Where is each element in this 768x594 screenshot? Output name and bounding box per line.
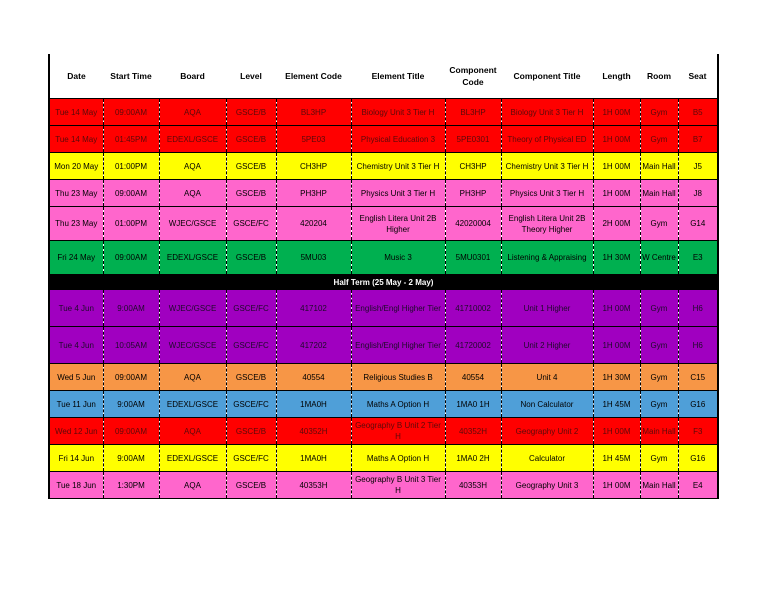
- cell-board: AQA: [159, 364, 226, 391]
- table-row: [49, 207, 718, 241]
- cell-element-code: 5PE03: [276, 126, 351, 153]
- table-row: [49, 153, 718, 180]
- cell-seat: H6: [678, 290, 718, 327]
- cell-date: Wed 5 Jun: [49, 364, 103, 391]
- cell-element-title: English/Engl Higher Tier: [351, 327, 445, 364]
- cell-room: Gym: [640, 391, 678, 418]
- cell-date: Mon 20 May: [49, 153, 103, 180]
- cell-room: Main Hall: [640, 418, 678, 445]
- cell-room: W Centre: [640, 241, 678, 275]
- table-row: [49, 99, 718, 126]
- cell-level: GSCE/FC: [226, 327, 276, 364]
- cell-date: Fri 24 May: [49, 241, 103, 275]
- cell-element-code: 1MA0H: [276, 445, 351, 472]
- cell-board: EDEXL/GSCE: [159, 391, 226, 418]
- table-row: [49, 472, 718, 499]
- cell-date: Tue 11 Jun: [49, 391, 103, 418]
- cell-length: 2H 00M: [593, 207, 640, 241]
- cell-board: AQA: [159, 472, 226, 499]
- cell-start-time: 01:00PM: [103, 153, 159, 180]
- header-length: Length: [593, 54, 640, 99]
- cell-component-code: CH3HP: [445, 153, 501, 180]
- cell-room: Gym: [640, 327, 678, 364]
- cell-component-code: 40353H: [445, 472, 501, 499]
- cell-level: GSCE/B: [226, 241, 276, 275]
- cell-length: 1H 45M: [593, 445, 640, 472]
- header-component-code: Component Code: [445, 54, 501, 99]
- cell-room: Main Hall: [640, 472, 678, 499]
- cell-board: WJEC/GSCE: [159, 327, 226, 364]
- cell-element-title: English/Engl Higher Tier: [351, 290, 445, 327]
- cell-start-time: 9:00AM: [103, 391, 159, 418]
- cell-component-code: 1MA0 2H: [445, 445, 501, 472]
- cell-level: GSCE/FC: [226, 207, 276, 241]
- cell-component-code: 40352H: [445, 418, 501, 445]
- cell-seat: B5: [678, 99, 718, 126]
- cell-board: AQA: [159, 418, 226, 445]
- cell-board: WJEC/GSCE: [159, 207, 226, 241]
- cell-component-code: 41710002: [445, 290, 501, 327]
- header-element-title: Element Title: [351, 54, 445, 99]
- cell-start-time: 09:00AM: [103, 180, 159, 207]
- half-term-row: [49, 275, 718, 290]
- cell-level: GSCE/B: [226, 180, 276, 207]
- cell-component-title: Non Calculator: [501, 391, 593, 418]
- cell-component-title: Calculator: [501, 445, 593, 472]
- cell-date: Tue 14 May: [49, 99, 103, 126]
- cell-board: WJEC/GSCE: [159, 290, 226, 327]
- cell-length: 1H 00M: [593, 472, 640, 499]
- cell-component-title: Unit 1 Higher: [501, 290, 593, 327]
- cell-element-code: BL3HP: [276, 99, 351, 126]
- cell-element-title: Geography B Unit 3 Tier H: [351, 472, 445, 499]
- cell-board: EDEXL/GSCE: [159, 445, 226, 472]
- table-row: [49, 391, 718, 418]
- header-component-title: Component Title: [501, 54, 593, 99]
- header-board: Board: [159, 54, 226, 99]
- cell-component-code: 5PE0301: [445, 126, 501, 153]
- cell-element-title: Maths A Option H: [351, 445, 445, 472]
- cell-element-code: 1MA0H: [276, 391, 351, 418]
- cell-date: Wed 12 Jun: [49, 418, 103, 445]
- cell-room: Gym: [640, 99, 678, 126]
- cell-component-code: PH3HP: [445, 180, 501, 207]
- exam-timetable: [48, 54, 719, 499]
- cell-date: Thu 23 May: [49, 207, 103, 241]
- cell-date: Tue 18 Jun: [49, 472, 103, 499]
- cell-level: GSCE/FC: [226, 290, 276, 327]
- table-header: [49, 54, 718, 99]
- cell-room: Main Hall: [640, 180, 678, 207]
- cell-element-title: Chemistry Unit 3 Tier H: [351, 153, 445, 180]
- cell-component-code: BL3HP: [445, 99, 501, 126]
- cell-seat: E4: [678, 472, 718, 499]
- cell-start-time: 09:00AM: [103, 418, 159, 445]
- cell-element-code: CH3HP: [276, 153, 351, 180]
- cell-date: Fri 14 Jun: [49, 445, 103, 472]
- cell-length: 1H 00M: [593, 153, 640, 180]
- cell-start-time: 9:00AM: [103, 445, 159, 472]
- cell-level: GSCE/B: [226, 126, 276, 153]
- cell-seat: C15: [678, 364, 718, 391]
- cell-board: EDEXL/GSCE: [159, 126, 226, 153]
- cell-level: GSCE/B: [226, 472, 276, 499]
- cell-element-code: 417102: [276, 290, 351, 327]
- cell-board: EDEXL/GSCE: [159, 241, 226, 275]
- header-date: Date: [49, 54, 103, 99]
- table-row: [49, 364, 718, 391]
- cell-level: GSCE/B: [226, 153, 276, 180]
- cell-level: GSCE/FC: [226, 445, 276, 472]
- cell-component-code: 42020004: [445, 207, 501, 241]
- cell-element-title: Music 3: [351, 241, 445, 275]
- cell-element-code: 40353H: [276, 472, 351, 499]
- cell-component-title: English Litera Unit 2B Theory Higher: [501, 207, 593, 241]
- cell-element-code: 420204: [276, 207, 351, 241]
- cell-seat: F3: [678, 418, 718, 445]
- cell-date: Tue 14 May: [49, 126, 103, 153]
- cell-room: Gym: [640, 445, 678, 472]
- cell-seat: G16: [678, 445, 718, 472]
- table-row: [49, 327, 718, 364]
- header-level: Level: [226, 54, 276, 99]
- cell-seat: J8: [678, 180, 718, 207]
- cell-length: 1H 00M: [593, 327, 640, 364]
- cell-board: AQA: [159, 153, 226, 180]
- table-row: [49, 126, 718, 153]
- cell-element-code: 5MU03: [276, 241, 351, 275]
- cell-element-title: Maths A Option H: [351, 391, 445, 418]
- cell-start-time: 09:00AM: [103, 364, 159, 391]
- cell-level: GSCE/B: [226, 418, 276, 445]
- cell-length: 1H 00M: [593, 126, 640, 153]
- cell-component-title: Listening & Appraising: [501, 241, 593, 275]
- cell-length: 1H 00M: [593, 290, 640, 327]
- cell-component-title: Theory of Physical ED: [501, 126, 593, 153]
- cell-element-title: Biology Unit 3 Tier H: [351, 99, 445, 126]
- cell-element-title: Physical Education 3: [351, 126, 445, 153]
- cell-component-title: Biology Unit 3 Tier H: [501, 99, 593, 126]
- cell-element-code: PH3HP: [276, 180, 351, 207]
- cell-element-code: 417202: [276, 327, 351, 364]
- cell-start-time: 9:00AM: [103, 290, 159, 327]
- cell-element-code: 40352H: [276, 418, 351, 445]
- header-room: Room: [640, 54, 678, 99]
- cell-component-title: Geography Unit 3: [501, 472, 593, 499]
- cell-length: 1H 45M: [593, 391, 640, 418]
- cell-component-title: Physics Unit 3 Tier H: [501, 180, 593, 207]
- cell-room: Gym: [640, 364, 678, 391]
- cell-length: 1H 30M: [593, 241, 640, 275]
- cell-date: Tue 4 Jun: [49, 290, 103, 327]
- cell-element-code: 40554: [276, 364, 351, 391]
- cell-component-title: Chemistry Unit 3 Tier H: [501, 153, 593, 180]
- cell-length: 1H 00M: [593, 99, 640, 126]
- cell-seat: B7: [678, 126, 718, 153]
- cell-seat: G14: [678, 207, 718, 241]
- cell-date: Thu 23 May: [49, 180, 103, 207]
- cell-start-time: 09:00AM: [103, 241, 159, 275]
- cell-length: 1H 00M: [593, 418, 640, 445]
- cell-room: Gym: [640, 126, 678, 153]
- cell-length: 1H 30M: [593, 364, 640, 391]
- cell-room: Gym: [640, 207, 678, 241]
- cell-element-title: Religious Studies B: [351, 364, 445, 391]
- cell-start-time: 09:00AM: [103, 99, 159, 126]
- cell-element-title: Physics Unit 3 Tier H: [351, 180, 445, 207]
- cell-room: Main Hall: [640, 153, 678, 180]
- cell-level: GSCE/FC: [226, 391, 276, 418]
- cell-seat: H6: [678, 327, 718, 364]
- cell-component-code: 40554: [445, 364, 501, 391]
- cell-start-time: 01:45PM: [103, 126, 159, 153]
- header-start-time: Start Time: [103, 54, 159, 99]
- cell-seat: E3: [678, 241, 718, 275]
- table-row: [49, 290, 718, 327]
- cell-element-title: English Litera Unit 2B Higher: [351, 207, 445, 241]
- cell-length: 1H 00M: [593, 180, 640, 207]
- cell-component-title: Unit 2 Higher: [501, 327, 593, 364]
- cell-component-title: Geography Unit 2: [501, 418, 593, 445]
- header-element-code: Element Code: [276, 54, 351, 99]
- cell-board: AQA: [159, 99, 226, 126]
- cell-start-time: 1:30PM: [103, 472, 159, 499]
- header-seat: Seat: [678, 54, 718, 99]
- cell-component-title: Unit 4: [501, 364, 593, 391]
- cell-component-code: 5MU0301: [445, 241, 501, 275]
- cell-level: GSCE/B: [226, 364, 276, 391]
- cell-seat: J5: [678, 153, 718, 180]
- table-row: [49, 445, 718, 472]
- table-row: [49, 418, 718, 445]
- cell-start-time: 10:05AM: [103, 327, 159, 364]
- cell-component-code: 1MA0 1H: [445, 391, 501, 418]
- cell-board: AQA: [159, 180, 226, 207]
- table-row: [49, 241, 718, 275]
- header-row: [49, 54, 718, 99]
- cell-level: GSCE/B: [226, 99, 276, 126]
- cell-component-code: 41720002: [445, 327, 501, 364]
- cell-element-title: Geography B Unit 2 Tier H: [351, 418, 445, 445]
- cell-date: Tue 4 Jun: [49, 327, 103, 364]
- cell-start-time: 01:00PM: [103, 207, 159, 241]
- table-body: [49, 99, 718, 499]
- half-term-label: Half Term (25 May - 2 May): [49, 275, 718, 290]
- table-row: [49, 180, 718, 207]
- cell-seat: G16: [678, 391, 718, 418]
- cell-room: Gym: [640, 290, 678, 327]
